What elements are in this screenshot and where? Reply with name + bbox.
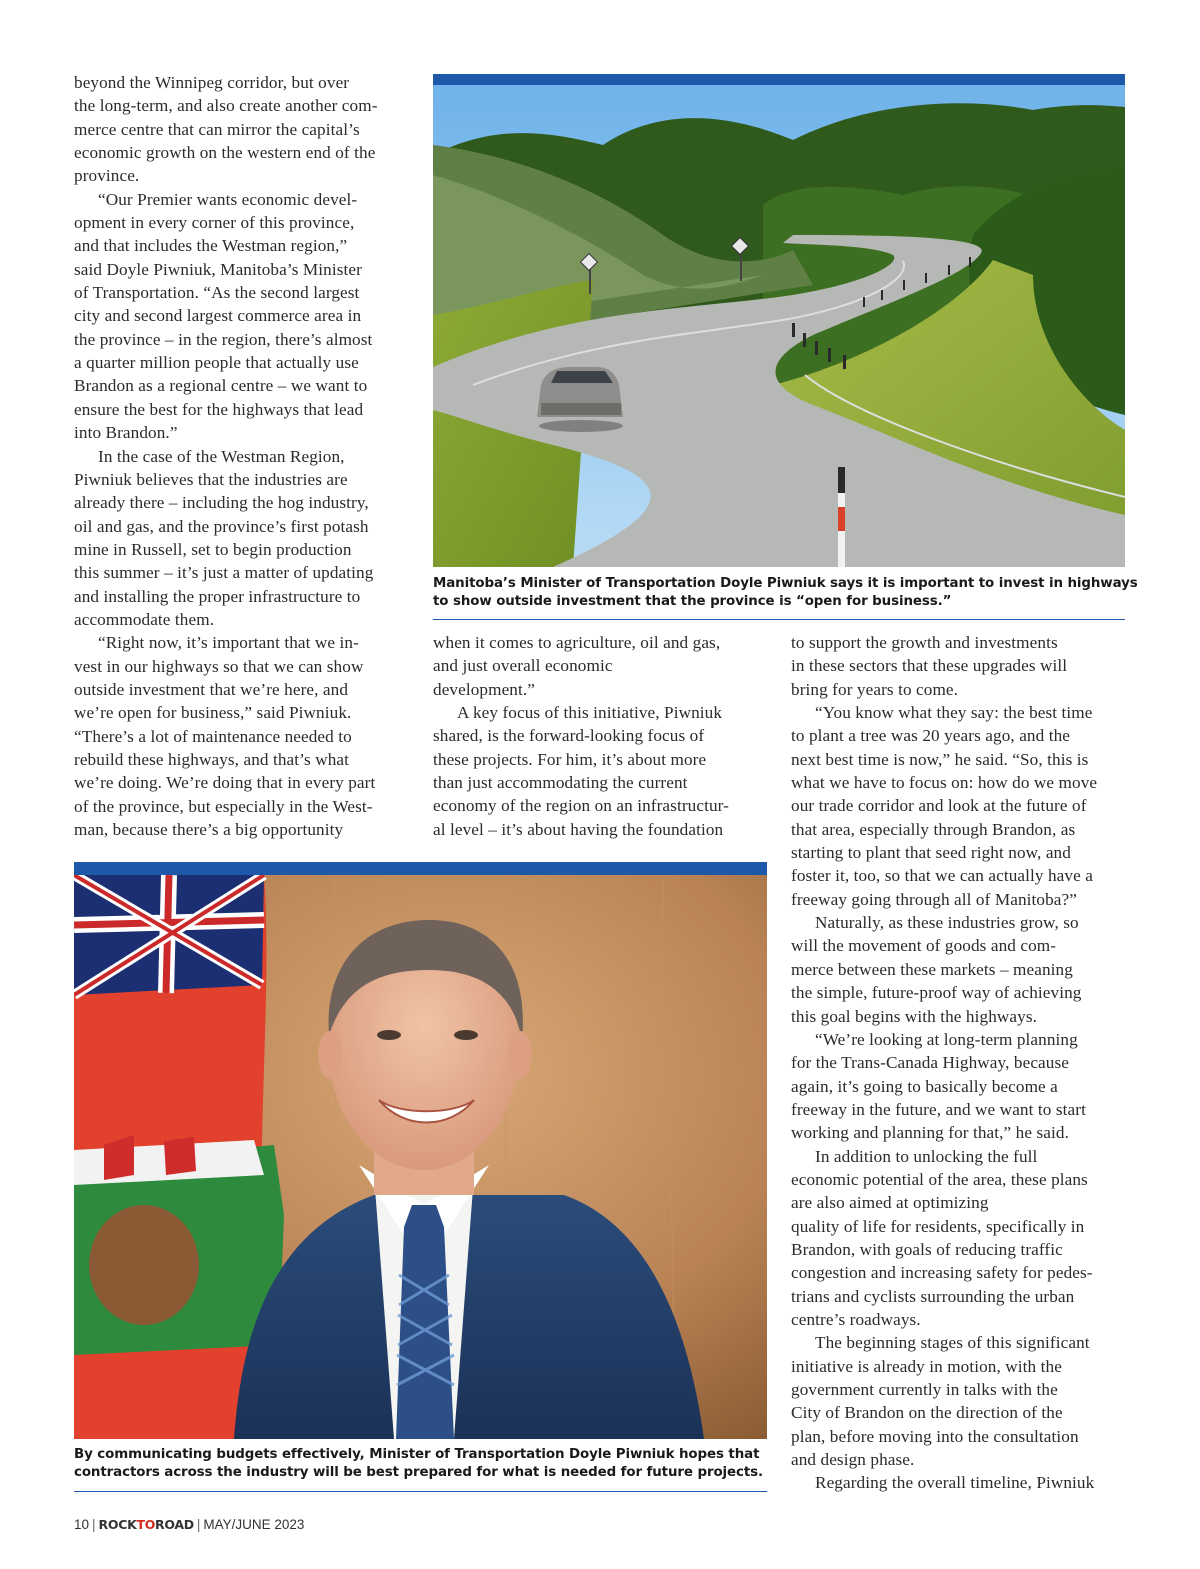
highway-photo-illustration [433, 85, 1125, 567]
article-line: the long-term, and also create another com- [74, 96, 378, 116]
article-line: we’re open for business,” said Piwniuk. [74, 703, 352, 723]
article-line: Naturally, as these industries grow, so [815, 913, 1079, 933]
portrait-photo-top-bar [74, 862, 767, 875]
article-line: what we have to focus on: how do we move [791, 773, 1098, 793]
article-line: already there – including the hog industry, [74, 493, 369, 513]
logo-part-rock: ROCK [98, 1517, 137, 1532]
article-line: freeway going through all of Manitoba?” [791, 889, 1077, 909]
article-line: “There’s a lot of maintenance needed to [74, 726, 352, 746]
article-line: for the Trans-Canada Highway, because [791, 1053, 1069, 1073]
article-line: Brandon, with goals of reducing traffic [791, 1239, 1063, 1259]
article-column-3 [791, 631, 1131, 1495]
article-line: freeway in the future, and we want to start [791, 1099, 1086, 1119]
article-line: rebuild these highways, and that’s what [74, 749, 350, 769]
article-line: The beginning stages of this significant [815, 1333, 1090, 1353]
page-number: 10 [74, 1517, 90, 1532]
logo-part-to: TO [136, 1517, 156, 1532]
article-line: the province – in the region, there’s almost [74, 329, 373, 349]
article-line: economic potential of the area, these plans [791, 1169, 1088, 1189]
article-line: opment in every corner of this province, [74, 213, 355, 233]
article-line: mine in Russell, set to begin production [74, 539, 352, 559]
article-line: ensure the best for the highways that lead [74, 399, 364, 419]
footer-separator: | [92, 1517, 96, 1532]
article-line: Regarding the overall timeline, Piwniuk [815, 1473, 1095, 1493]
caption-line: to show outside investment that the province is “open for business.” [433, 594, 952, 609]
article-line: Brandon as a regional centre – we want to [74, 376, 368, 396]
article-line: to plant a tree was 20 years ago, and the [791, 726, 1070, 746]
article-line: into Brandon.” [74, 423, 178, 443]
article-line: shared, is the forward-looking focus of [433, 726, 705, 746]
article-line: In the case of the Westman Region, [98, 446, 345, 466]
article-line: a quarter million people that actually use [74, 353, 359, 373]
portrait-photo [74, 875, 767, 1439]
article-line: A key focus of this initiative, Piwniuk [457, 703, 723, 723]
article-line: to support the growth and investments [791, 633, 1058, 652]
article-line: In addition to unlocking the full [815, 1146, 1038, 1166]
article-line: of Transportation. “As the second largest [74, 283, 360, 303]
article-line: merce centre that can mirror the capital’s [74, 119, 360, 139]
portrait-photo-caption [74, 1446, 763, 1482]
article-line: outside investment that we’re here, and [74, 679, 349, 699]
article-line: city and second largest commerce area in [74, 306, 362, 326]
article-line: this summer – it’s just a matter of updating [74, 563, 374, 583]
highway-caption-rule [433, 619, 1125, 620]
article-line: starting to plant that seed right now, and [791, 843, 1071, 863]
article-line: in these sectors that these upgrades will [791, 656, 1068, 676]
article-line: said Doyle Piwniuk, Manitoba’s Minister [74, 259, 362, 279]
article-line: initiative is already in motion, with the [791, 1356, 1062, 1376]
highway-photo [433, 85, 1125, 567]
article-line: trians and cyclists surrounding the urban [791, 1286, 1075, 1306]
article-column-1 [74, 71, 414, 841]
article-line: man, because there’s a big opportunity [74, 820, 344, 839]
page-footer [74, 1517, 304, 1532]
logo-part-road: ROAD [155, 1517, 194, 1532]
article-line: vest in our highways so that we can show [74, 656, 364, 676]
article-line: “You know what they say: the best time [815, 703, 1093, 723]
article-line: economy of the region on an infrastructur- [433, 796, 729, 816]
highway-photo-top-bar [433, 74, 1125, 85]
article-line: our trade corridor and look at the future of [791, 796, 1087, 816]
article-line: “Right now, it’s important that we in- [98, 633, 359, 653]
article-line: again, it’s going to basically become a [791, 1076, 1058, 1096]
article-line: and that includes the Westman region,” [74, 236, 348, 256]
article-line: and just overall economic [433, 656, 613, 676]
article-line: than just accommodating the current [433, 773, 688, 793]
article-line: “Our Premier wants economic devel- [98, 189, 358, 209]
article-line: development.” [433, 679, 535, 699]
article-line: accommodate them. [74, 609, 215, 629]
magazine-logo [99, 1517, 194, 1532]
article-line: working and planning for that,” he said. [791, 1123, 1069, 1143]
article-line: congestion and increasing safety for pedes- [791, 1263, 1093, 1283]
article-line: the simple, future-proof way of achieving [791, 983, 1082, 1003]
article-line: beyond the Winnipeg corridor, but over [74, 73, 350, 92]
article-line: will the movement of goods and com- [791, 936, 1057, 956]
article-line: that area, especially through Brandon, as [791, 819, 1076, 839]
article-line: we’re doing. We’re doing that in every part [74, 773, 376, 793]
article-line: “We’re looking at long-term planning [815, 1029, 1078, 1049]
article-column-2 [433, 631, 768, 841]
article-line: centre’s roadways. [791, 1309, 921, 1329]
article-line: merce between these markets – meaning [791, 959, 1073, 979]
article-line: plan, before moving into the consultation [791, 1426, 1079, 1446]
article-line: of the province, but especially in the West- [74, 796, 373, 816]
article-line: and installing the proper infrastructure to [74, 586, 361, 606]
article-line: are also aimed at optimizing [791, 1193, 989, 1213]
article-line: bring for years to come. [791, 679, 959, 699]
article-line: next best time is now,” he said. “So, this is [791, 749, 1089, 769]
caption-line: Manitoba’s Minister of Transportation Doyle Piwniuk says it is important to invest in highways [433, 576, 1138, 591]
footer-separator: | [196, 1517, 201, 1532]
issue-date: MAY/JUNE 2023 [203, 1517, 305, 1532]
article-line: and design phase. [791, 1450, 915, 1470]
portrait-photo-illustration [74, 875, 767, 1439]
article-line: economic growth on the western end of the [74, 143, 376, 163]
caption-line: contractors across the industry will be best prepared for what is needed for future projects. [74, 1465, 764, 1480]
article-line: government currently in talks with the [791, 1380, 1058, 1399]
highway-photo-caption [433, 575, 1138, 611]
article-line: quality of life for residents, specifically in [791, 1216, 1085, 1236]
caption-line: By communicating budgets effectively, Minister of Transportation Doyle Piwniuk hopes that [74, 1447, 760, 1462]
article-line: oil and gas, and the province’s first potash [74, 516, 369, 536]
article-line: al level – it’s about having the foundation [433, 819, 724, 839]
article-line: foster it, too, so that we can actually have a [791, 866, 1093, 886]
article-line: when it comes to agriculture, oil and gas, [433, 633, 721, 652]
portrait-caption-rule [74, 1491, 767, 1492]
article-line: Piwniuk believes that the industries are [74, 469, 348, 489]
article-line: these projects. For him, it’s about more [433, 749, 707, 769]
article-line: City of Brandon on the direction of the [791, 1403, 1063, 1423]
article-line: this goal begins with the highways. [791, 1006, 1038, 1026]
article-line: province. [74, 166, 140, 186]
